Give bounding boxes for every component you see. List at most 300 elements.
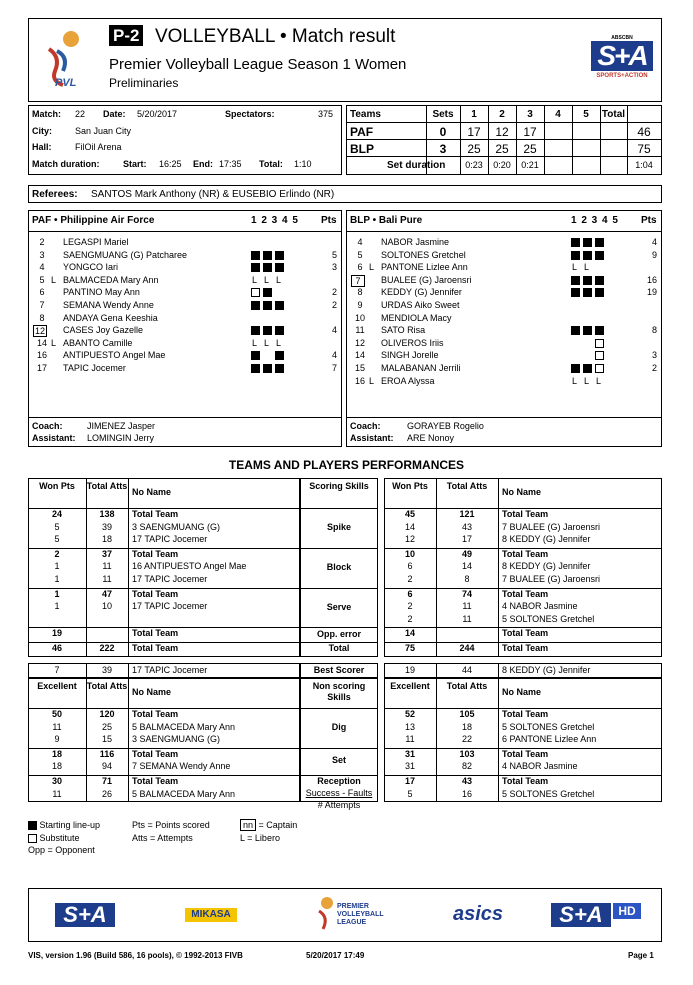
- starting-lineup-icon: [275, 301, 284, 310]
- assistant-name: ARE Nonoy: [407, 433, 455, 443]
- player-points: 4: [331, 325, 337, 336]
- best-scorer-points: 19: [404, 664, 415, 675]
- cell-value: 31: [404, 761, 415, 772]
- cell-value: 11: [52, 721, 62, 732]
- col-header-name: No Name: [132, 687, 172, 697]
- starting-lineup-icon: [275, 326, 284, 335]
- match-number: 22: [75, 109, 86, 119]
- score-header-6: 5: [583, 109, 589, 120]
- cell-attempts: 14: [461, 561, 472, 572]
- team-name: PAF: [350, 125, 374, 139]
- team-sets: 0: [439, 125, 447, 139]
- cell-value: 18: [51, 761, 62, 772]
- cell-name: 17 TAPIC Jocemer: [132, 534, 208, 545]
- starting-lineup-icon: [571, 364, 580, 373]
- player-number: 6: [357, 262, 363, 273]
- cell-value: 75: [404, 643, 415, 653]
- cell-value: 14: [404, 628, 415, 639]
- player-points: 16: [646, 274, 657, 285]
- match-date: 5/20/2017: [137, 109, 178, 119]
- cell-attempts: 18: [461, 721, 472, 732]
- cell-name: 16 ANTIPUESTO Angel Mae: [132, 561, 247, 572]
- substitute-icon: [28, 834, 37, 843]
- player-points: 2: [651, 363, 657, 373]
- asics-logo: asics: [453, 903, 504, 925]
- cell-value: 31: [404, 748, 415, 759]
- cell-value: 18: [51, 748, 62, 759]
- mikasa-logo: MIKASA: [185, 908, 237, 922]
- cell-value: 30: [51, 776, 62, 786]
- starting-lineup-icon: [571, 251, 580, 260]
- starting-lineup-icon: [263, 251, 272, 260]
- libero-mark: L: [596, 375, 602, 386]
- substitute-icon: [595, 364, 604, 373]
- cell-name: Total Team: [502, 643, 549, 653]
- end-time: 17:35: [219, 159, 242, 169]
- player-number: 7: [351, 275, 365, 287]
- player-number: 11: [355, 325, 365, 336]
- cell-attempts: 244: [459, 643, 475, 653]
- player-number: 15: [354, 363, 365, 373]
- roster-player-row: [347, 237, 661, 249]
- roster-player-row: [29, 237, 341, 249]
- player-name: KEDDY (G) Jennifer: [381, 287, 462, 298]
- player-number: 14: [36, 337, 47, 348]
- substitute-icon: [251, 288, 260, 297]
- legend-captain: = Captain: [258, 820, 298, 830]
- best-scorer-name: 17 TAPIC Jocemer: [132, 664, 208, 675]
- starting-lineup-icon: [275, 263, 284, 272]
- skill-name: Dig: [331, 721, 347, 732]
- skill-name: Block: [326, 561, 352, 572]
- libero-mark: L: [276, 274, 282, 285]
- set-score: 17: [467, 125, 481, 139]
- skill-name: Reception: [317, 776, 361, 786]
- total-label: Total:: [259, 159, 283, 169]
- set-columns-header: 1 2 3 4 5: [571, 215, 619, 226]
- cell-attempts: 10: [101, 601, 112, 612]
- spectators-count: 375: [318, 109, 334, 119]
- starting-lineup-icon: [251, 326, 260, 335]
- col-header-atts: Total Atts: [86, 481, 128, 491]
- cell-value: 5: [407, 788, 413, 799]
- starting-lineup-icon: [263, 364, 272, 373]
- cell-name: 17 TAPIC Jocemer: [132, 574, 208, 584]
- libero-mark: L: [572, 262, 578, 273]
- player-points: 3: [331, 262, 337, 273]
- libero-flag: L: [369, 262, 375, 273]
- skill-header: Non scoring Skills: [312, 681, 366, 702]
- starting-lineup-icon: [263, 326, 272, 335]
- roster-player-row: [347, 376, 661, 388]
- player-points: 5: [331, 249, 337, 260]
- cell-attempts: 17: [461, 534, 472, 545]
- spectators-label: Spectators:: [225, 109, 275, 119]
- col-header-exc: Excellent: [390, 681, 430, 691]
- referees-names: SANTOS Mark Anthony (NR) & EUSEBIO Erlindo (NR): [91, 189, 335, 200]
- player-number: 16: [354, 375, 365, 386]
- roster-player-row: [29, 363, 341, 375]
- roster-player-row: [29, 350, 341, 362]
- cell-value: 6: [407, 588, 413, 599]
- col-header-name: No Name: [502, 687, 542, 697]
- set-score: 25: [495, 142, 509, 156]
- cell-name: 4 NABOR Jasmine: [502, 601, 578, 612]
- cell-value: 19: [51, 628, 62, 639]
- starting-lineup-icon: [275, 251, 284, 260]
- cell-attempts: 22: [461, 734, 472, 745]
- player-name: BALMACEDA Mary Ann: [63, 274, 159, 285]
- player-points: 8: [651, 325, 657, 336]
- score-header-5: 4: [555, 109, 561, 120]
- player-number: 10: [354, 312, 365, 323]
- player-points: 2: [331, 300, 337, 310]
- footer-version: VIS, version 1.96 (Build 586, 16 pools), © 1992-2013 FIVB: [28, 951, 243, 960]
- cell-value: 1: [54, 574, 60, 584]
- libero-mark: L: [584, 375, 590, 386]
- skill-header: Scoring Skills: [309, 481, 369, 491]
- set-score: 12: [495, 125, 509, 139]
- player-points: 4: [331, 350, 337, 361]
- libero-flag: L: [51, 274, 57, 285]
- score-header-1: Sets: [432, 109, 454, 120]
- cell-attempts: 74: [461, 588, 472, 599]
- roster-player-row: [347, 275, 661, 287]
- team-sets: 3: [439, 142, 447, 156]
- cell-attempts: 71: [101, 776, 112, 786]
- sa-hd-logo: S+A: [551, 903, 611, 927]
- libero-mark: L: [252, 274, 258, 285]
- starting-lineup-icon: [583, 238, 592, 247]
- roster-player-row: [347, 325, 661, 337]
- starting-lineup-icon: [583, 276, 592, 285]
- set-columns-header: 1 2 3 4 5: [251, 215, 299, 226]
- cell-name: Total Team: [502, 548, 549, 559]
- player-name: LEGASPI Mariel: [63, 237, 129, 247]
- pvl-sponsor-logo: PREMIER VOLLEYBALL LEAGUE: [315, 895, 385, 939]
- set-score: 25: [467, 142, 481, 156]
- col-header-exc: Excellent: [37, 681, 77, 691]
- roster-paf: [28, 210, 342, 447]
- col-header-name: No Name: [502, 487, 542, 497]
- best-scorer-name: 8 KEDDY (G) Jennifer: [502, 664, 591, 675]
- roster-player-row: [347, 338, 661, 350]
- roster-player-row: [347, 350, 661, 362]
- assistant-label: Assistant:: [350, 433, 394, 443]
- starting-lineup-icon: [263, 301, 272, 310]
- roster-player-row: [29, 338, 341, 350]
- roster-player-row: [29, 262, 341, 274]
- starting-lineup-icon: [595, 326, 604, 335]
- skill-subtitle: Success - Faults: [305, 788, 373, 798]
- starting-lineup-icon: [251, 301, 260, 310]
- score-header-3: 2: [499, 109, 505, 120]
- duration-label: Match duration:: [32, 159, 100, 169]
- roster-title: PAF • Philippine Air Force: [32, 215, 155, 226]
- hall: FilOil Arena: [75, 142, 122, 152]
- player-number: 5: [39, 274, 45, 285]
- legend-libero: L = Libero: [240, 833, 280, 843]
- starting-lineup-icon: [251, 263, 260, 272]
- starting-lineup-icon: [583, 326, 592, 335]
- match-info-box: [28, 105, 342, 175]
- date-label: Date:: [103, 109, 126, 119]
- libero-mark: L: [276, 337, 282, 348]
- cell-attempts: 138: [99, 509, 115, 519]
- team-total: 75: [637, 142, 651, 156]
- cell-value: 6: [407, 561, 413, 572]
- cell-attempts: 11: [462, 601, 472, 612]
- roster-player-row: [347, 313, 661, 325]
- score-header-7: Total: [601, 109, 626, 120]
- starting-lineup-icon: [583, 364, 592, 373]
- cell-value: 1: [54, 588, 60, 599]
- cell-value: 14: [404, 521, 415, 532]
- total-time: 1:10: [294, 159, 312, 169]
- starting-lineup-icon: [251, 351, 260, 360]
- player-number: 12: [34, 326, 45, 337]
- cell-value: 50: [51, 709, 62, 719]
- cell-value: 5: [54, 521, 60, 532]
- skill-name: Set: [331, 755, 346, 766]
- skill-name: Opp. error: [316, 628, 361, 639]
- player-name: SAENGMUANG (G) Patcharee: [63, 249, 188, 260]
- player-number: 7: [39, 300, 45, 310]
- player-name: NABOR Jasmine: [381, 237, 450, 247]
- legend-opp: Opp = Opponent: [28, 845, 95, 855]
- player-name: PANTINO May Ann: [63, 287, 140, 298]
- sponsors-bar: [28, 888, 662, 942]
- cell-attempts: 25: [101, 721, 112, 732]
- best-scorer-attempts: 39: [101, 664, 112, 675]
- cell-value: 2: [54, 548, 60, 559]
- cell-name: Total Team: [502, 709, 549, 719]
- player-points: 9: [651, 249, 657, 260]
- player-name: CASES Joy Gazelle: [63, 325, 144, 336]
- cell-value: 52: [404, 709, 415, 719]
- referees-box: [28, 185, 662, 203]
- legend-atts: Atts = Attempts: [132, 833, 193, 843]
- roster-title: BLP • Bali Pure: [350, 215, 423, 226]
- cell-name: 7 SEMANA Wendy Anne: [132, 761, 231, 772]
- cell-name: 5 SOLTONES Gretchel: [502, 613, 595, 624]
- col-header-won: Won Pts: [392, 481, 428, 491]
- cell-attempts: 105: [459, 709, 475, 719]
- libero-mark: L: [264, 274, 270, 285]
- player-name: MENDIOLA Macy: [381, 312, 452, 323]
- cell-name: 7 BUALEE (G) Jaroensri: [502, 521, 601, 532]
- cell-name: Total Team: [132, 628, 179, 639]
- cell-attempts: 43: [461, 521, 472, 532]
- sa-logo: ABSCBN S+A SPORTS+ACTION: [589, 35, 655, 91]
- cell-value: 9: [54, 734, 60, 745]
- cell-attempts: 18: [101, 534, 112, 545]
- pvl-emblem-icon: [315, 895, 337, 935]
- roster-player-row: [29, 313, 341, 325]
- cell-name: 5 BALMACEDA Mary Ann: [132, 788, 236, 799]
- cell-name: 3 SAENGMUANG (G): [132, 734, 221, 745]
- cell-attempts: 49: [461, 548, 472, 559]
- roster-player-row: [347, 300, 661, 312]
- cell-value: 12: [404, 534, 415, 545]
- pts-header: Pts: [641, 215, 657, 226]
- player-name: MALABANAN Jerrili: [381, 363, 461, 373]
- col-header-atts: Total Atts: [446, 481, 488, 491]
- roster-blp: [346, 210, 662, 447]
- start-label: Start:: [123, 159, 147, 169]
- cell-name: 4 NABOR Jasmine: [502, 761, 578, 772]
- player-name: EROA Alyssa: [381, 375, 435, 386]
- phase: Preliminaries: [109, 76, 179, 90]
- cell-name: Total Team: [132, 709, 179, 719]
- city-label: City:: [32, 126, 52, 136]
- starting-lineup-icon: [595, 288, 604, 297]
- col-header-atts: Total Atts: [446, 681, 488, 691]
- cell-name: Total Team: [132, 548, 179, 559]
- cell-name: 8 KEDDY (G) Jennifer: [502, 561, 591, 572]
- hall-label: Hall:: [32, 142, 52, 152]
- starting-lineup-icon: [263, 263, 272, 272]
- legend: [28, 820, 428, 860]
- set-score: 17: [523, 125, 537, 139]
- team-total: 46: [637, 125, 651, 139]
- city: San Juan City: [75, 126, 132, 136]
- player-points: 7: [331, 363, 337, 373]
- cell-name: 5 BALMACEDA Mary Ann: [132, 721, 236, 732]
- starting-lineup-icon: [595, 238, 604, 247]
- player-points: 19: [646, 287, 657, 298]
- cell-attempts: 116: [99, 748, 115, 759]
- roster-player-row: [347, 287, 661, 299]
- starting-lineup-icon: [571, 288, 580, 297]
- player-number: 4: [39, 262, 45, 273]
- match-label: Match:: [32, 109, 61, 119]
- cell-name: Total Team: [132, 776, 179, 786]
- roster-player-row: [347, 250, 661, 262]
- starting-lineup-icon: [595, 251, 604, 260]
- cell-name: 8 KEDDY (G) Jennifer: [502, 534, 591, 545]
- cell-name: Total Team: [502, 588, 549, 599]
- player-number: 8: [357, 287, 363, 298]
- substitute-icon: [595, 339, 604, 348]
- legend-pts: Pts = Points scored: [132, 820, 210, 830]
- libero-flag: L: [51, 337, 57, 348]
- cell-name: Total Team: [502, 509, 549, 519]
- player-name: SATO Risa: [381, 325, 426, 336]
- cell-value: 11: [405, 734, 415, 745]
- starting-lineup-icon: [275, 364, 284, 373]
- coach-label: Coach:: [32, 421, 63, 431]
- pvl-logo-text: PVL: [55, 77, 77, 89]
- cell-name: 5 SOLTONES Gretchel: [502, 788, 595, 799]
- cell-value: 1: [54, 601, 60, 612]
- roster-player-row: [29, 300, 341, 312]
- cell-attempts: 94: [101, 761, 112, 772]
- best-scorer-points: 7: [54, 664, 60, 675]
- player-name: OLIVEROS Iriis: [381, 337, 444, 348]
- roster-player-row: [29, 250, 341, 262]
- cell-value: 2: [407, 601, 413, 612]
- cell-attempts: 222: [99, 643, 115, 653]
- cell-value: 2: [407, 613, 413, 624]
- starting-lineup-icon: [595, 276, 604, 285]
- player-number: 12: [354, 337, 365, 348]
- cell-name: 17 TAPIC Jocemer: [132, 601, 208, 612]
- start-time: 16:25: [159, 159, 182, 169]
- set-duration: 0:20: [493, 160, 511, 170]
- team-name: BLP: [350, 142, 374, 156]
- starting-lineup-icon: [571, 238, 580, 247]
- coach-name: GORAYEB Rogelio: [407, 421, 484, 431]
- starting-lineup-icon: [583, 288, 592, 297]
- starting-lineup-icon: [251, 364, 260, 373]
- player-points: 2: [331, 287, 337, 298]
- player-number: 9: [357, 300, 363, 310]
- coach-name: JIMENEZ Jasper: [87, 421, 156, 431]
- libero-mark: L: [252, 337, 258, 348]
- footer-page: Page 1: [628, 951, 654, 960]
- starting-lineup-icon: [571, 326, 580, 335]
- skill-name: Spike: [326, 521, 351, 532]
- col-header-won: Won Pts: [39, 481, 75, 491]
- cell-value: 1: [54, 561, 60, 572]
- player-name: ABANTO Camille: [63, 337, 133, 348]
- starting-lineup-icon: [571, 276, 580, 285]
- cell-name: 7 BUALEE (G) Jaroensri: [502, 574, 601, 584]
- best-scorer-attempts: 44: [461, 664, 472, 675]
- cell-attempts: 26: [101, 788, 112, 799]
- page-title: VOLLEYBALL • Match result: [155, 26, 396, 47]
- competition-title: Premier Volleyball League Season 1 Women: [109, 56, 407, 73]
- roster-player-row: [29, 287, 341, 299]
- cell-attempts: 15: [101, 734, 112, 745]
- cell-attempts: 120: [99, 709, 115, 719]
- player-points: 4: [651, 237, 657, 247]
- libero-mark: L: [572, 375, 578, 386]
- player-number: 17: [36, 363, 47, 373]
- starting-lineup-icon: [275, 351, 284, 360]
- cell-name: Total Team: [132, 748, 179, 759]
- cell-attempts: 47: [101, 588, 112, 599]
- cell-name: Total Team: [132, 509, 179, 519]
- col-header-atts: Total Atts: [86, 681, 128, 691]
- cell-value: 5: [54, 534, 60, 545]
- set-duration: 0:21: [521, 160, 539, 170]
- player-name: SINGH Jorelle: [381, 350, 439, 361]
- cell-name: 3 SAENGMUANG (G): [132, 521, 221, 532]
- hd-badge: HD: [613, 903, 641, 919]
- substitute-icon: [595, 351, 604, 360]
- coach-label: Coach:: [350, 421, 381, 431]
- cell-attempts: 103: [459, 748, 475, 759]
- cell-attempts: 11: [102, 574, 112, 584]
- player-number: 5: [357, 249, 363, 260]
- referees-label: Referees:: [32, 189, 78, 200]
- player-number: 2: [39, 237, 45, 247]
- libero-flag: L: [369, 375, 375, 386]
- cell-attempts: 39: [101, 521, 112, 532]
- score-table: [346, 105, 662, 175]
- player-number: 14: [354, 350, 365, 361]
- cell-name: Total Team: [502, 628, 549, 639]
- cell-name: Total Team: [132, 643, 179, 653]
- cell-value: 10: [404, 548, 415, 559]
- cell-attempts: 11: [462, 613, 472, 624]
- cell-attempts: 82: [461, 761, 472, 772]
- starting-lineup-icon: [28, 821, 37, 830]
- player-number: 6: [39, 287, 45, 298]
- player-name: PANTONE Lizlee Ann: [381, 262, 468, 273]
